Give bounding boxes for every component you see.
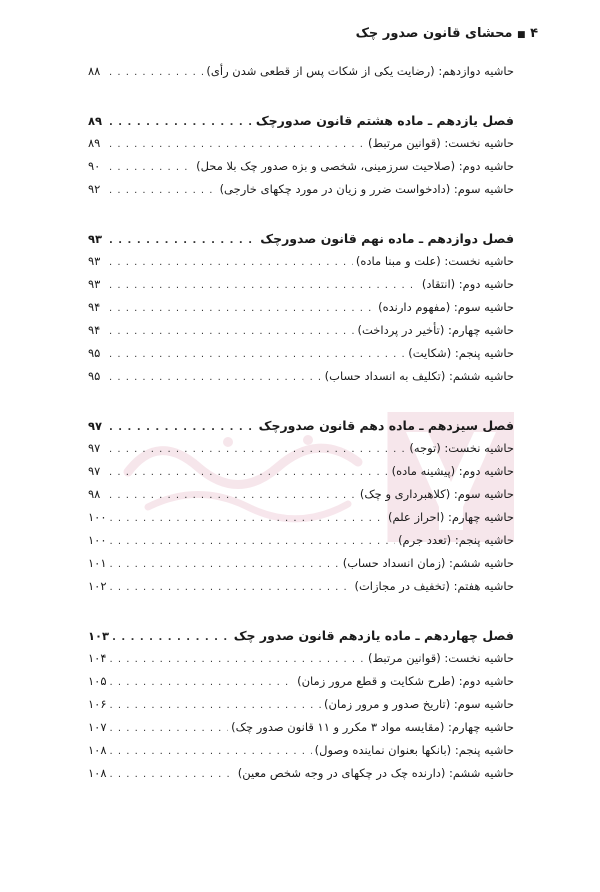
toc-entry bbox=[88, 647, 514, 670]
entry-title: حاشیه نخست: (قوانین مرتبط) bbox=[367, 651, 514, 665]
page-number: ۱۰۲ bbox=[88, 579, 107, 593]
dot-leader bbox=[110, 530, 396, 553]
dot-leader bbox=[109, 61, 203, 84]
page-number: ۹۳ bbox=[88, 232, 103, 246]
toc-entry bbox=[88, 483, 514, 506]
header-title: محشای قانون صدور چک bbox=[355, 26, 513, 41]
page-number: ۹۵ bbox=[88, 369, 101, 383]
dot-leader bbox=[109, 320, 354, 343]
toc-intro-block bbox=[88, 60, 514, 83]
toc-entry bbox=[88, 273, 514, 296]
entry-title: حاشیه پنجم: (بانکها بعنوان نماینده وصول) bbox=[314, 743, 514, 757]
chapter-heading bbox=[88, 227, 514, 250]
dot-leader bbox=[110, 576, 352, 599]
entry-title: حاشیه سوم: (تاریخ صدور و مرور زمان) bbox=[324, 697, 514, 711]
dot-leader bbox=[109, 416, 256, 439]
entry-title: حاشیه سوم: (مفهوم دارنده) bbox=[378, 300, 514, 314]
dot-leader bbox=[109, 297, 375, 320]
header-square-icon: ■ bbox=[517, 30, 526, 40]
entry-title: حاشیه پنجم: (شکایت) bbox=[408, 346, 514, 360]
chapter-block bbox=[88, 624, 514, 785]
page-number: ۹۷ bbox=[88, 441, 101, 455]
dot-leader bbox=[109, 438, 406, 461]
page-number: ۸۹ bbox=[88, 136, 101, 150]
toc-entry bbox=[88, 296, 514, 319]
dot-leader bbox=[109, 179, 217, 202]
page-number: ۱۰۵ bbox=[88, 674, 107, 688]
page-number: ۱۰۴ bbox=[88, 651, 107, 665]
dot-leader bbox=[112, 626, 231, 649]
entry-title: حاشیه دوازدهم: (رضایت یکی از شکات پس از قطعی شدن رأی) bbox=[206, 64, 514, 78]
dot-leader bbox=[110, 671, 295, 694]
page-number: ۱۰۷ bbox=[88, 720, 107, 734]
entry-title: حاشیه چهارم: (احراز علم) bbox=[387, 510, 514, 524]
page-number: ۹۴ bbox=[88, 300, 101, 314]
toc-entry bbox=[88, 250, 514, 273]
page-number: ۹۳ bbox=[88, 254, 101, 268]
entry-title: حاشیه دوم: (صلاحیت سرزمینی، شخصی و بزه صدور چک بلا محل) bbox=[196, 159, 514, 173]
dot-leader bbox=[110, 717, 229, 740]
page-number: ۱۰۱ bbox=[88, 556, 107, 570]
toc-entry bbox=[88, 132, 514, 155]
page-number: ۹۷ bbox=[88, 464, 101, 478]
entry-title: حاشیه نخست: (توجه) bbox=[409, 441, 514, 455]
toc-entry bbox=[88, 460, 514, 483]
entry-title: حاشیه سوم: (کلاهبرداری و چک) bbox=[359, 487, 514, 501]
page-number: ۹۸ bbox=[88, 487, 101, 501]
page-number: ۱۰۶ bbox=[88, 697, 107, 711]
dot-leader bbox=[110, 740, 312, 763]
entry-title: حاشیه ششم: (دارنده چک در چکهای در وجه شخص معین) bbox=[237, 766, 514, 780]
page-number: ۹۲ bbox=[88, 182, 101, 196]
entry-title: حاشیه دوم: (پیشینه ماده) bbox=[391, 464, 514, 478]
chapter-title: فصل دوازدهم ـ ماده نهم قانون صدورچک bbox=[260, 231, 514, 246]
page-number: ۱۰۳ bbox=[88, 629, 110, 643]
toc-entry bbox=[88, 178, 514, 201]
chapter-block bbox=[88, 414, 514, 598]
chapter-title: فصل چهاردهم ـ ماده یازدهم قانون صدور چک bbox=[233, 628, 514, 643]
dot-leader bbox=[109, 461, 389, 484]
entry-title: حاشیه نخست: (قوانین مرتبط) bbox=[367, 136, 514, 150]
toc-entry bbox=[88, 762, 514, 785]
chapter-block bbox=[88, 109, 514, 201]
entry-title: حاشیه چهارم: (مقایسه مواد ۳ مکرر و ۱۱ قانون صدور چک) bbox=[231, 720, 514, 734]
page-number: ۹۴ bbox=[88, 323, 101, 337]
entry-title: حاشیه پنجم: (تعدد جرم) bbox=[398, 533, 514, 547]
dot-leader bbox=[109, 133, 365, 156]
toc-entry bbox=[88, 693, 514, 716]
chapter-heading bbox=[88, 624, 514, 647]
entry-title: حاشیه سوم: (دادخواست ضرر و زیان در مورد چکهای خارجی) bbox=[219, 182, 514, 196]
entry-title: حاشیه ششم: (زمان انسداد حساب) bbox=[342, 556, 514, 570]
dot-leader bbox=[109, 274, 419, 297]
running-header bbox=[356, 26, 538, 41]
entry-title: حاشیه چهارم: (تأخیر در پرداخت) bbox=[357, 323, 514, 337]
entry-title: حاشیه نخست: (علت و مبنا ماده) bbox=[355, 254, 514, 268]
dot-leader bbox=[109, 251, 353, 274]
page-number: ۸۹ bbox=[88, 114, 103, 128]
toc-entry bbox=[88, 575, 514, 598]
dot-leader bbox=[110, 648, 365, 671]
dot-leader bbox=[110, 507, 385, 530]
toc-entry bbox=[88, 319, 514, 342]
dot-leader bbox=[109, 229, 257, 252]
page-number: ۹۳ bbox=[88, 277, 101, 291]
header-page-number: ۴ bbox=[530, 26, 538, 41]
dot-leader bbox=[109, 366, 322, 389]
dot-leader bbox=[109, 484, 357, 507]
entry-title: حاشیه ششم: (تکلیف به انسداد حساب) bbox=[324, 369, 514, 383]
toc-entry bbox=[88, 365, 514, 388]
page-number: ۸۸ bbox=[88, 64, 101, 78]
entry-title: حاشیه هفتم: (تخفیف در مجازات) bbox=[354, 579, 514, 593]
toc-entry bbox=[88, 529, 514, 552]
entry-title: حاشیه دوم: (طرح شکایت و قطع مرور زمان) bbox=[297, 674, 514, 688]
dot-leader bbox=[110, 694, 321, 717]
dot-leader bbox=[109, 343, 405, 366]
toc-entry bbox=[88, 437, 514, 460]
page-number: ۱۰۰ bbox=[88, 510, 107, 524]
chapter-heading bbox=[88, 414, 514, 437]
toc-entry bbox=[88, 739, 514, 762]
dot-leader bbox=[109, 156, 193, 179]
dot-leader bbox=[110, 763, 235, 786]
toc-entry bbox=[88, 670, 514, 693]
page-number: ۹۷ bbox=[88, 419, 103, 433]
toc-entry bbox=[88, 716, 514, 739]
chapter-title: فصل سیزدهم ـ ماده دهم قانون صدورچک bbox=[258, 418, 514, 433]
table-of-contents bbox=[88, 60, 514, 785]
page-number: ۱۰۸ bbox=[88, 766, 107, 780]
page-number: ۱۰۸ bbox=[88, 743, 107, 757]
chapter-heading bbox=[88, 109, 514, 132]
dot-leader bbox=[110, 553, 340, 576]
chapter-block bbox=[88, 227, 514, 388]
toc-chapters bbox=[88, 109, 514, 785]
chapter-title: فصل یازدهم ـ ماده هشتم قانون صدورچک bbox=[255, 113, 514, 128]
entry-title: حاشیه دوم: (انتقاد) bbox=[421, 277, 514, 291]
toc-entry bbox=[88, 60, 514, 83]
page-number: ۱۰۰ bbox=[88, 533, 107, 547]
toc-entry bbox=[88, 552, 514, 575]
page-number: ۹۰ bbox=[88, 159, 101, 173]
toc-entry bbox=[88, 342, 514, 365]
page-number: ۹۵ bbox=[88, 346, 101, 360]
toc-entry bbox=[88, 155, 514, 178]
dot-leader bbox=[109, 111, 253, 134]
toc-entry bbox=[88, 506, 514, 529]
